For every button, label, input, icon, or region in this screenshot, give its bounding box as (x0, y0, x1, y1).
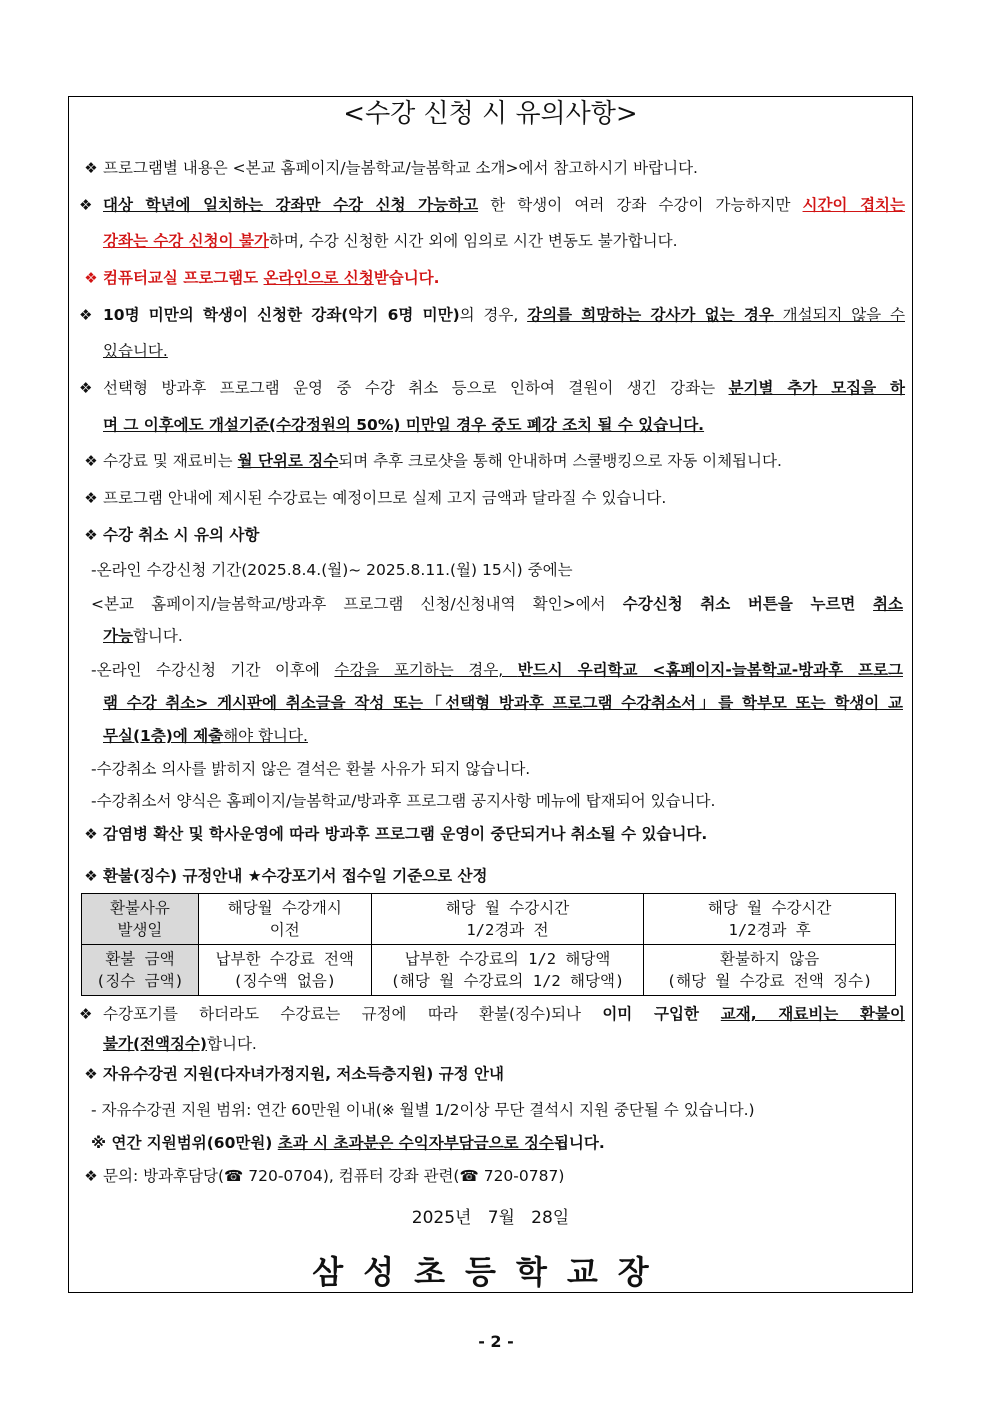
table-row (82, 945, 896, 996)
cancel-after-period-cont: 램 수강 취소> 게시판에 취소글을 작성 또는「선택형 방과후 프로그램 수강취소서」를 학부모 또는 학생이 교 (103, 694, 903, 712)
notice-item-grade-match-cont: 강좌는 수강 신청이 불가하며, 수강 신청한 시간 외에 임의로 시간 변동도 불가합니다. (103, 232, 678, 250)
table-cell: 환불사유 발생일 (82, 894, 199, 945)
cancel-after-period-cont2: 무실(1층)에 제출해야 합니다. (103, 727, 308, 745)
bullet-icon: ❖ (79, 196, 93, 214)
table-cell: 환불하지 않음 (해당 월 수강료 전액 징수) (644, 945, 896, 996)
notice-item-material-nonrefund-cont: 불가(전액징수)합니다. (103, 1035, 257, 1053)
cancel-after-period: -온라인 수강신청 기간 이후에 수강을 포기하는 경우, 반드시 우리학교 <홈페이지-늘봄학교-방과후 프로그 (91, 661, 903, 679)
bullet-icon: ❖ (84, 452, 98, 470)
bullet-icon: ❖ (84, 825, 98, 843)
notice-item-cancel-heading: ❖ 수강 취소 시 유의 사항 (79, 520, 905, 550)
cancel-absence-note: -수강취소 의사를 밝히지 않은 결석은 환불 사유가 되지 않습니다. (91, 760, 531, 778)
cancel-online-method-cont: 가능합니다. (103, 627, 183, 645)
page-number: - 2 - (478, 1332, 514, 1351)
notice-item-contact: ❖ 문의: 방과후담당(☎ 720-0704), 컴퓨터 강좌 관련(☎ 720-0787) (79, 1161, 905, 1191)
refund-table (81, 893, 896, 996)
notice-item-computer-online: ❖ 컴퓨터교실 프로그램도 온라인으로 신청받습니다. (79, 263, 905, 293)
bullet-icon: ❖ (84, 1167, 98, 1185)
cancel-form-note: -수강취소서 양식은 홈페이지/늘봄학교/방과후 프로그램 공지사항 메뉴에 탑재되어 있습니다. (91, 792, 716, 810)
bullet-icon: ❖ (84, 867, 98, 885)
bullet-icon: ❖ (79, 1005, 93, 1023)
bullet-icon: ❖ (84, 159, 98, 177)
table-cell: 해당월 수강개시 이전 (198, 894, 371, 945)
notice-item-homepage: ❖ 프로그램별 내용은 <본교 홈페이지/늘봄학교/늘봄학교 소개>에서 참고하시기 바랍니다. (79, 153, 905, 183)
notice-item-refund-heading: ❖ 환불(징수) 규정안내 ★수강포기서 접수일 기준으로 산정 (79, 861, 905, 891)
table-cell: 해당 월 수강시간 1/2경과 후 (644, 894, 896, 945)
notice-item-vacancy: ❖ 선택형 방과후 프로그램 운영 중 수강 취소 등으로 인하여 결원이 생긴 강좌는 분기별 추가 모집을 하 (79, 373, 905, 403)
school-principal-signature: 삼성초등학교장 (312, 1253, 669, 1291)
voucher-excess: ※ 연간 지원범위(60만원) 초과 시 초과분은 수익자부담금으로 징수됩니다. (91, 1134, 605, 1152)
notice-item-minimum-enrollment-cont: 있습니다. (103, 342, 168, 360)
table-row (82, 894, 896, 945)
table-cell: 환불 금액 (징수 금액) (82, 945, 199, 996)
bullet-icon: ❖ (79, 306, 93, 324)
notice-item-voucher: ❖ 자유수강권 지원(다자녀가정지원, 저소득층지원) 규정 안내 (79, 1059, 905, 1089)
notice-item-grade-match: ❖ 대상 학년에 일치하는 강좌만 수강 신청 가능하고 한 학생이 여러 강좌 수강이 가능하지만 시간이 겹치는 (79, 190, 905, 220)
table-cell: 해당 월 수강시간 1/2경과 전 (371, 894, 644, 945)
notice-item-vacancy-cont: 며 그 이후에도 개설기준(수강정원의 50%) 미만일 경우 중도 폐강 조치 될 수 있습니다. (103, 416, 705, 434)
bullet-icon: ❖ (84, 526, 98, 544)
table-cell: 납부한 수강료 전액 (징수액 없음) (198, 945, 371, 996)
notice-item-material-nonrefund: ❖ 수강포기를 하더라도 수강료는 규정에 따라 환불(징수)되나 이미 구입한 교재, 재료비는 환불이 (79, 999, 905, 1029)
table-cell: 납부한 수강료의 1/2 해당액 (해당 월 수강료의 1/2 해당액) (371, 945, 644, 996)
bullet-icon: ❖ (79, 379, 93, 397)
notice-item-epidemic: ❖ 감염병 확산 및 학사운영에 따라 방과후 프로그램 운영이 중단되거나 취소될 수 있습니다. (79, 819, 905, 849)
cancel-online-period: -온라인 수강신청 기간(2025.8.4.(월)~ 2025.8.11.(월) 15시) 중에는 (91, 561, 573, 579)
page-title: <수강 신청 시 유의사항> (343, 99, 638, 129)
notice-frame (68, 96, 913, 1293)
voucher-range: - 자유수강권 지원 범위: 연간 60만원 이내(※ 월별 1/2이상 무단 결석시 지원 중단될 수 있습니다.) (91, 1101, 755, 1119)
bullet-icon: ❖ (84, 489, 98, 507)
bullet-icon: ❖ (84, 269, 98, 287)
bullet-icon: ❖ (84, 1065, 98, 1083)
cancel-online-method: <본교 홈페이지/늘봄학교/방과후 프로그램 신청/신청내역 확인>에서 수강신청 취소 버튼을 누르면 취소 (91, 595, 903, 613)
notice-item-minimum-enrollment: ❖ 10명 미만의 학생이 신청한 강좌(악기 6명 미만)의 경우, 강의를 희망하는 강사가 없는 경우 개설되지 않을 수 (79, 300, 905, 330)
issue-date: 2025년 7월 28일 (411, 1208, 570, 1228)
notice-item-fee-monthly: ❖ 수강료 및 재료비는 월 단위로 징수되며 추후 크로샷을 통해 안내하며 스쿨뱅킹으로 자동 이체됩니다. (79, 446, 905, 476)
notice-item-fee-estimate: ❖ 프로그램 안내에 제시된 수강료는 예정이므로 실제 고지 금액과 달라질 수 있습니다. (79, 483, 905, 513)
